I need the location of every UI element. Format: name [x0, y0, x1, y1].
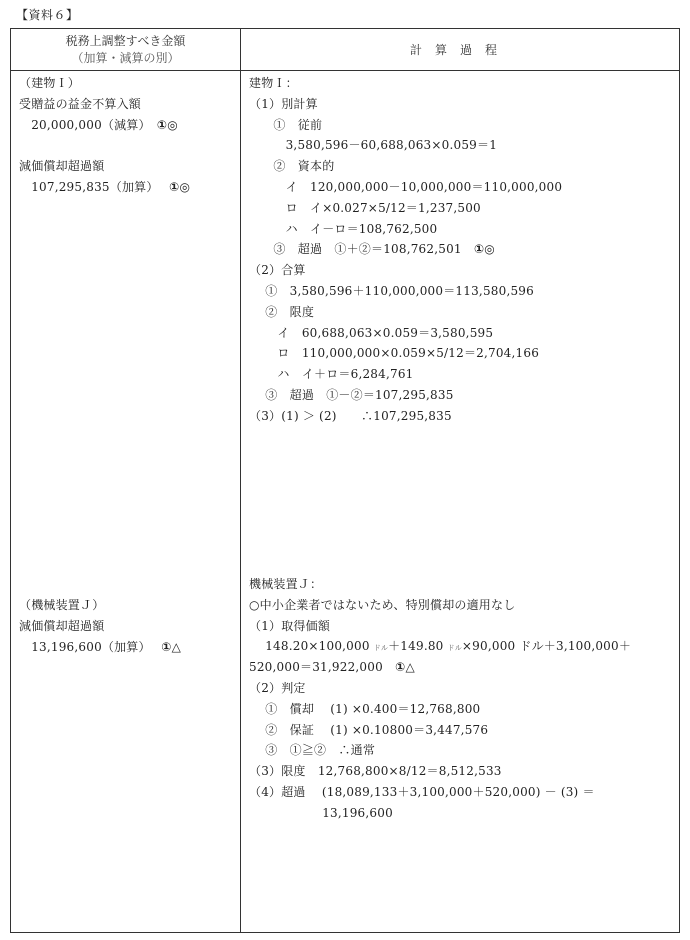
calc-line: ② 保証 (1) ×0.10800＝3,447,576 — [249, 722, 489, 737]
calc-line: ○中小企業者ではないため、特別償却の適用なし — [249, 597, 516, 612]
calculation-process-column — [249, 73, 677, 427]
gift-income-amount: 20,000,000（減算） ①◎ — [19, 117, 178, 132]
calc-line: ロ 110,000,000×0.059×5/12＝2,704,166 — [249, 346, 540, 361]
unit-dollar: ドル — [373, 644, 389, 653]
depreciation-excess-label: 減価償却超過額 — [19, 159, 105, 174]
machine-j-amounts — [19, 595, 234, 657]
calc-line: 3,580,596－60,688,063×0.059＝1 — [249, 138, 498, 153]
score-mark: ①△ — [144, 639, 182, 654]
depreciation-excess-amount: 107,295,835（加算） ①◎ — [19, 179, 191, 194]
calc-line: （4）超過 (18,089,133＋3,100,000＋520,000) － (3) ＝ — [249, 784, 595, 799]
machine-j-calculation — [249, 574, 677, 824]
gift-income-label: 受贈益の益金不算入額 — [19, 96, 142, 111]
calc-line: ① 償却 (1) ×0.400＝12,768,800 — [249, 701, 481, 716]
header-left — [11, 29, 240, 70]
calc-line: （3）限度 12,768,800×8/12＝8,512,533 — [249, 764, 502, 779]
header-right: 計算過程 — [409, 43, 510, 57]
calc-line: ハ イ－ロ＝108,762,500 — [249, 221, 438, 236]
calc-line: ロ イ×0.027×5/12＝1,237,500 — [249, 200, 481, 215]
header-divider — [11, 70, 679, 71]
calc-line: ② 資本的 — [249, 159, 335, 174]
score-mark: ①◎ — [144, 117, 178, 132]
score-mark: ①△ — [382, 660, 415, 675]
calc-line: （1）取得価額 — [249, 618, 331, 633]
score-mark: ①◎ — [461, 242, 495, 257]
machine-depreciation-excess-amount: 13,196,600（加算） ①△ — [19, 639, 182, 654]
calc-line: ① 3,580,596＋110,000,000＝113,580,596 — [249, 283, 534, 298]
header-left-line2: （加算・減算の別） — [71, 50, 180, 65]
page-label: 【資料６】 — [16, 8, 79, 22]
calc-line: 建物Ｉ： — [249, 76, 298, 90]
calc-line: （1）別計算 — [249, 96, 318, 111]
calc-line: イ 60,688,063×0.059＝3,580,595 — [249, 325, 494, 340]
calc-line: （3）(1) ＞ (2) ∴107,295,835 — [249, 408, 452, 423]
calc-line: 13,196,600 — [249, 805, 393, 820]
calc-line: （2）合算 — [249, 263, 306, 278]
calc-line: ハ イ＋ロ＝6,284,761 — [249, 367, 414, 382]
calc-line: （2）判定 — [249, 680, 306, 695]
machine-depreciation-excess-label: 減価償却超過額 — [19, 618, 105, 633]
building-i-heading: （建物Ｉ） — [19, 76, 81, 90]
calc-line: ② 限度 — [249, 304, 315, 319]
score-mark: ①◎ — [152, 179, 191, 194]
calc-line: ③ ①≧② ∴通常 — [249, 743, 376, 758]
header-left-line1: 税務上調整すべき金額 — [65, 33, 186, 48]
calc-line: イ 120,000,000－10,000,000＝110,000,000 — [249, 179, 563, 194]
calc-line: ③ 超過 ①－②＝107,295,835 — [249, 387, 454, 402]
adjustment-amounts-column — [19, 73, 234, 198]
calc-line: 520,000＝31,922,000 ①△ — [249, 660, 415, 675]
machine-j-heading: （機械装置Ｊ） — [19, 598, 105, 612]
calc-line: ③ 超過 ①＋②＝108,762,501 ①◎ — [249, 242, 495, 257]
calc-line: 148.20×100,000 ドル＋149.80 ドル×90,000 ドル＋3,100,000＋ — [249, 639, 632, 654]
calc-line: 機械装置Ｊ： — [249, 577, 323, 591]
column-divider — [240, 29, 241, 932]
unit-dollar: ドル — [447, 644, 462, 653]
calc-line: ① 従前 — [249, 117, 323, 132]
adjustment-table — [10, 28, 680, 933]
